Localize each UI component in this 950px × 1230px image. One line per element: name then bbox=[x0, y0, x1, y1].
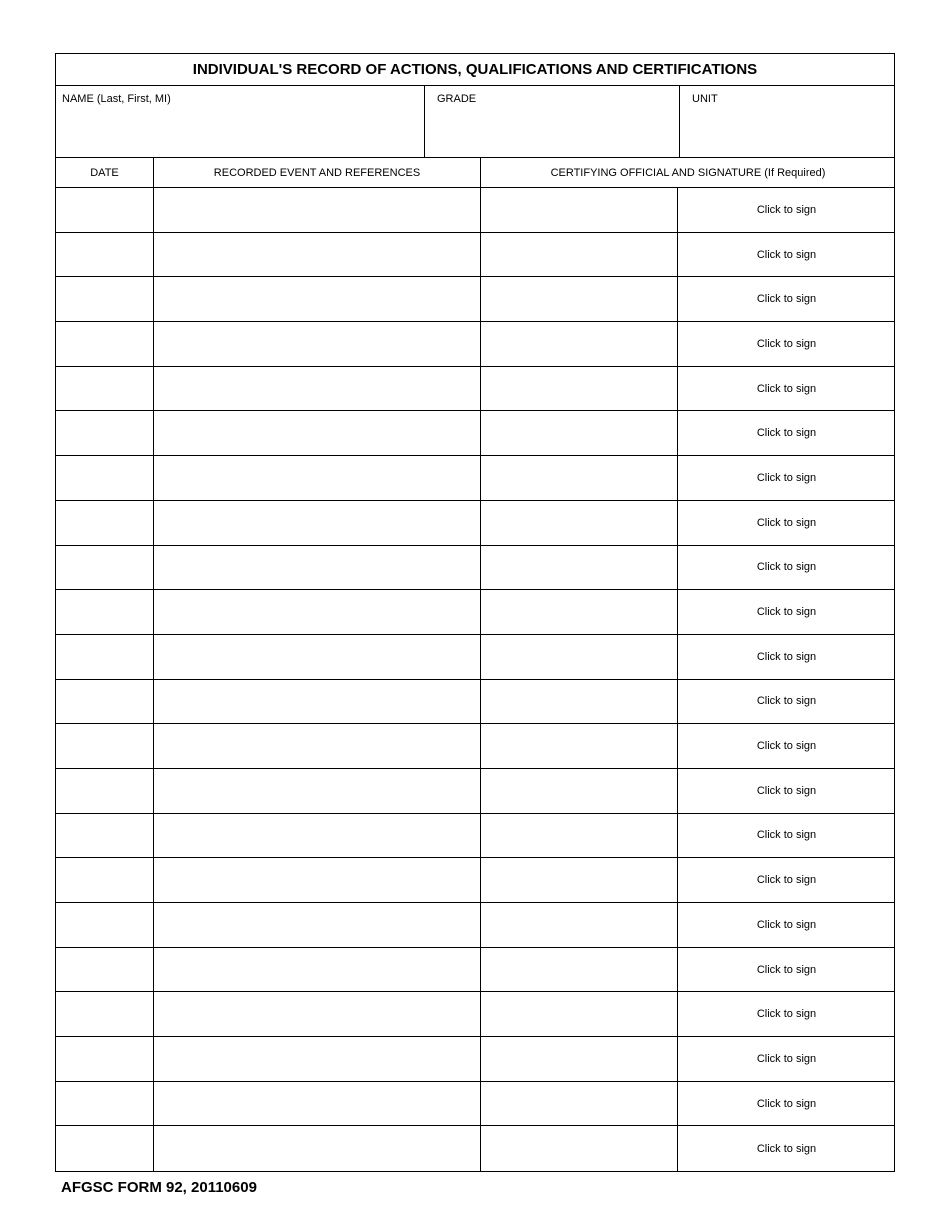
table-row bbox=[56, 858, 894, 903]
date-cell bbox=[56, 1037, 154, 1081]
table-row bbox=[56, 903, 894, 948]
official-cell bbox=[481, 367, 678, 411]
table-row bbox=[56, 992, 894, 1037]
event-field[interactable] bbox=[154, 769, 480, 813]
event-cell bbox=[154, 992, 481, 1036]
certifying-official-field[interactable] bbox=[481, 948, 677, 992]
official-cell bbox=[481, 322, 678, 366]
event-cell bbox=[154, 456, 481, 500]
event-field[interactable] bbox=[154, 903, 480, 947]
event-field[interactable] bbox=[154, 546, 480, 590]
event-cell bbox=[154, 724, 481, 768]
table-row bbox=[56, 724, 894, 769]
event-field[interactable] bbox=[154, 814, 480, 858]
event-field[interactable] bbox=[154, 590, 480, 634]
date-field[interactable] bbox=[56, 277, 153, 321]
event-field[interactable] bbox=[154, 367, 480, 411]
click-to-sign-button[interactable]: Click to sign bbox=[756, 248, 817, 261]
date-cell bbox=[56, 1082, 154, 1126]
event-field[interactable] bbox=[154, 1082, 480, 1126]
certifying-official-field[interactable] bbox=[481, 233, 677, 277]
date-cell bbox=[56, 367, 154, 411]
date-field[interactable] bbox=[56, 858, 153, 902]
name-label: NAME (Last, First, MI) bbox=[62, 93, 171, 105]
click-to-sign-button[interactable]: Click to sign bbox=[756, 1008, 817, 1021]
click-to-sign-button[interactable]: Click to sign bbox=[756, 1052, 817, 1065]
certifying-official-field[interactable] bbox=[481, 1082, 677, 1126]
official-cell bbox=[481, 590, 678, 634]
certifying-official-field[interactable] bbox=[481, 322, 677, 366]
event-field[interactable] bbox=[154, 411, 480, 455]
date-field[interactable] bbox=[56, 992, 153, 1036]
unit-cell bbox=[680, 86, 895, 157]
unit-field[interactable] bbox=[692, 111, 889, 147]
certifying-official-field[interactable] bbox=[481, 992, 677, 1036]
event-cell bbox=[154, 1082, 481, 1126]
event-field[interactable] bbox=[154, 233, 480, 277]
date-field[interactable] bbox=[56, 680, 153, 724]
date-field[interactable] bbox=[56, 546, 153, 590]
date-field[interactable] bbox=[56, 1126, 153, 1171]
event-cell bbox=[154, 501, 481, 545]
official-cell bbox=[481, 233, 678, 277]
official-cell bbox=[481, 546, 678, 590]
event-field[interactable] bbox=[154, 724, 480, 768]
date-cell bbox=[56, 546, 154, 590]
grade-cell bbox=[425, 86, 680, 157]
date-cell bbox=[56, 635, 154, 679]
date-field[interactable] bbox=[56, 1082, 153, 1126]
event-cell bbox=[154, 858, 481, 902]
date-cell bbox=[56, 680, 154, 724]
official-cell bbox=[481, 814, 678, 858]
event-field[interactable] bbox=[154, 277, 480, 321]
certifying-official-field[interactable] bbox=[481, 1037, 677, 1081]
grade-field[interactable] bbox=[437, 111, 671, 147]
click-to-sign-button[interactable]: Click to sign bbox=[756, 963, 817, 976]
table-row bbox=[56, 456, 894, 501]
event-cell bbox=[154, 769, 481, 813]
click-to-sign-button[interactable]: Click to sign bbox=[756, 918, 817, 931]
table-row bbox=[56, 322, 894, 367]
table-row bbox=[56, 948, 894, 993]
name-field[interactable] bbox=[62, 111, 410, 147]
table-row bbox=[56, 814, 894, 859]
date-cell bbox=[56, 948, 154, 992]
event-cell bbox=[154, 233, 481, 277]
event-cell bbox=[154, 546, 481, 590]
click-to-sign-button[interactable]: Click to sign bbox=[756, 337, 817, 350]
date-field[interactable] bbox=[56, 814, 153, 858]
event-field[interactable] bbox=[154, 635, 480, 679]
event-cell bbox=[154, 680, 481, 724]
record-table-body bbox=[56, 188, 894, 1171]
event-field[interactable] bbox=[154, 948, 480, 992]
event-field[interactable] bbox=[154, 188, 480, 232]
official-cell bbox=[481, 277, 678, 321]
date-field[interactable] bbox=[56, 233, 153, 277]
date-field[interactable] bbox=[56, 724, 153, 768]
official-cell bbox=[481, 411, 678, 455]
name-cell bbox=[56, 86, 425, 157]
form-container bbox=[55, 53, 895, 1172]
table-row bbox=[56, 1037, 894, 1082]
click-to-sign-button[interactable]: Click to sign bbox=[756, 382, 817, 395]
click-to-sign-button[interactable]: Click to sign bbox=[756, 1142, 817, 1155]
column-header-date: DATE bbox=[56, 158, 154, 187]
certifying-official-field[interactable] bbox=[481, 858, 677, 902]
event-cell bbox=[154, 367, 481, 411]
click-to-sign-button[interactable]: Click to sign bbox=[756, 203, 817, 216]
table-row bbox=[56, 501, 894, 546]
table-row bbox=[56, 546, 894, 591]
official-cell bbox=[481, 903, 678, 947]
event-cell bbox=[154, 814, 481, 858]
official-cell bbox=[481, 501, 678, 545]
certifying-official-field[interactable] bbox=[481, 590, 677, 634]
date-cell bbox=[56, 903, 154, 947]
table-row bbox=[56, 367, 894, 412]
event-field[interactable] bbox=[154, 992, 480, 1036]
certifying-official-field[interactable] bbox=[481, 769, 677, 813]
event-cell bbox=[154, 635, 481, 679]
table-row bbox=[56, 635, 894, 680]
date-cell bbox=[56, 858, 154, 902]
official-cell bbox=[481, 858, 678, 902]
event-field[interactable] bbox=[154, 1037, 480, 1081]
date-field[interactable] bbox=[56, 590, 153, 634]
event-field[interactable] bbox=[154, 858, 480, 902]
event-field[interactable] bbox=[154, 1126, 480, 1171]
event-cell bbox=[154, 188, 481, 232]
click-to-sign-button[interactable]: Click to sign bbox=[756, 1097, 817, 1110]
certifying-official-field[interactable] bbox=[481, 411, 677, 455]
date-cell bbox=[56, 814, 154, 858]
date-field[interactable] bbox=[56, 903, 153, 947]
click-to-sign-button[interactable]: Click to sign bbox=[756, 561, 817, 574]
click-to-sign-button[interactable]: Click to sign bbox=[756, 650, 817, 663]
date-field[interactable] bbox=[56, 367, 153, 411]
event-field[interactable] bbox=[154, 322, 480, 366]
certifying-official-field[interactable] bbox=[481, 903, 677, 947]
date-field[interactable] bbox=[56, 322, 153, 366]
date-field[interactable] bbox=[56, 635, 153, 679]
click-to-sign-button[interactable]: Click to sign bbox=[756, 784, 817, 797]
official-cell bbox=[481, 948, 678, 992]
identity-row bbox=[56, 86, 894, 158]
table-row bbox=[56, 188, 894, 233]
table-row bbox=[56, 277, 894, 322]
certifying-official-field[interactable] bbox=[481, 456, 677, 500]
table-header bbox=[56, 158, 894, 188]
date-cell bbox=[56, 501, 154, 545]
click-to-sign-button[interactable]: Click to sign bbox=[756, 427, 817, 440]
table-row bbox=[56, 411, 894, 456]
official-cell bbox=[481, 724, 678, 768]
official-cell bbox=[481, 769, 678, 813]
official-cell bbox=[481, 1126, 678, 1171]
date-field[interactable] bbox=[56, 411, 153, 455]
table-row bbox=[56, 590, 894, 635]
date-cell bbox=[56, 769, 154, 813]
table-row bbox=[56, 233, 894, 278]
click-to-sign-button[interactable]: Click to sign bbox=[756, 874, 817, 887]
grade-label: GRADE bbox=[437, 93, 477, 105]
table-row bbox=[56, 769, 894, 814]
date-cell bbox=[56, 1126, 154, 1171]
certifying-official-field[interactable] bbox=[481, 635, 677, 679]
date-cell bbox=[56, 322, 154, 366]
event-field[interactable] bbox=[154, 456, 480, 500]
click-to-sign-button[interactable]: Click to sign bbox=[756, 293, 817, 306]
certifying-official-field[interactable] bbox=[481, 277, 677, 321]
unit-label: UNIT bbox=[692, 93, 718, 105]
date-cell bbox=[56, 233, 154, 277]
click-to-sign-button[interactable]: Click to sign bbox=[756, 606, 817, 619]
certifying-official-field[interactable] bbox=[481, 546, 677, 590]
date-cell bbox=[56, 277, 154, 321]
certifying-official-field[interactable] bbox=[481, 1126, 677, 1171]
event-cell bbox=[154, 1037, 481, 1081]
form-title: INDIVIDUAL'S RECORD OF ACTIONS, QUALIFICATIONS AND CERTIFICATIONS bbox=[56, 54, 894, 86]
event-cell bbox=[154, 948, 481, 992]
date-cell bbox=[56, 724, 154, 768]
click-to-sign-button[interactable]: Click to sign bbox=[756, 740, 817, 753]
date-cell bbox=[56, 188, 154, 232]
click-to-sign-button[interactable]: Click to sign bbox=[756, 695, 817, 708]
official-cell bbox=[481, 680, 678, 724]
certifying-official-field[interactable] bbox=[481, 501, 677, 545]
date-field[interactable] bbox=[56, 501, 153, 545]
date-cell bbox=[56, 411, 154, 455]
date-field[interactable] bbox=[56, 948, 153, 992]
certifying-official-field[interactable] bbox=[481, 814, 677, 858]
date-field[interactable] bbox=[56, 456, 153, 500]
event-cell bbox=[154, 590, 481, 634]
click-to-sign-button[interactable]: Click to sign bbox=[756, 516, 817, 529]
event-cell bbox=[154, 411, 481, 455]
form-number: AFGSC FORM 92, 20110609 bbox=[61, 1179, 257, 1196]
event-cell bbox=[154, 277, 481, 321]
date-field[interactable] bbox=[56, 769, 153, 813]
certifying-official-field[interactable] bbox=[481, 188, 677, 232]
date-field[interactable] bbox=[56, 188, 153, 232]
date-cell bbox=[56, 590, 154, 634]
table-row bbox=[56, 680, 894, 725]
certifying-official-field[interactable] bbox=[481, 367, 677, 411]
event-field[interactable] bbox=[154, 680, 480, 724]
official-cell bbox=[481, 992, 678, 1036]
official-cell bbox=[481, 188, 678, 232]
date-field[interactable] bbox=[56, 1037, 153, 1081]
table-row bbox=[56, 1082, 894, 1127]
date-cell bbox=[56, 992, 154, 1036]
certifying-official-field[interactable] bbox=[481, 724, 677, 768]
click-to-sign-button[interactable]: Click to sign bbox=[756, 471, 817, 484]
event-cell bbox=[154, 322, 481, 366]
event-cell bbox=[154, 1126, 481, 1171]
official-cell bbox=[481, 635, 678, 679]
event-cell bbox=[154, 903, 481, 947]
click-to-sign-button[interactable]: Click to sign bbox=[756, 829, 817, 842]
official-cell bbox=[481, 456, 678, 500]
event-field[interactable] bbox=[154, 501, 480, 545]
table-row bbox=[56, 1126, 894, 1171]
column-header-event: RECORDED EVENT AND REFERENCES bbox=[154, 158, 481, 187]
official-cell bbox=[481, 1082, 678, 1126]
date-cell bbox=[56, 456, 154, 500]
certifying-official-field[interactable] bbox=[481, 680, 677, 724]
official-cell bbox=[481, 1037, 678, 1081]
column-header-certifying-official: CERTIFYING OFFICIAL AND SIGNATURE (If Required) bbox=[550, 166, 826, 179]
